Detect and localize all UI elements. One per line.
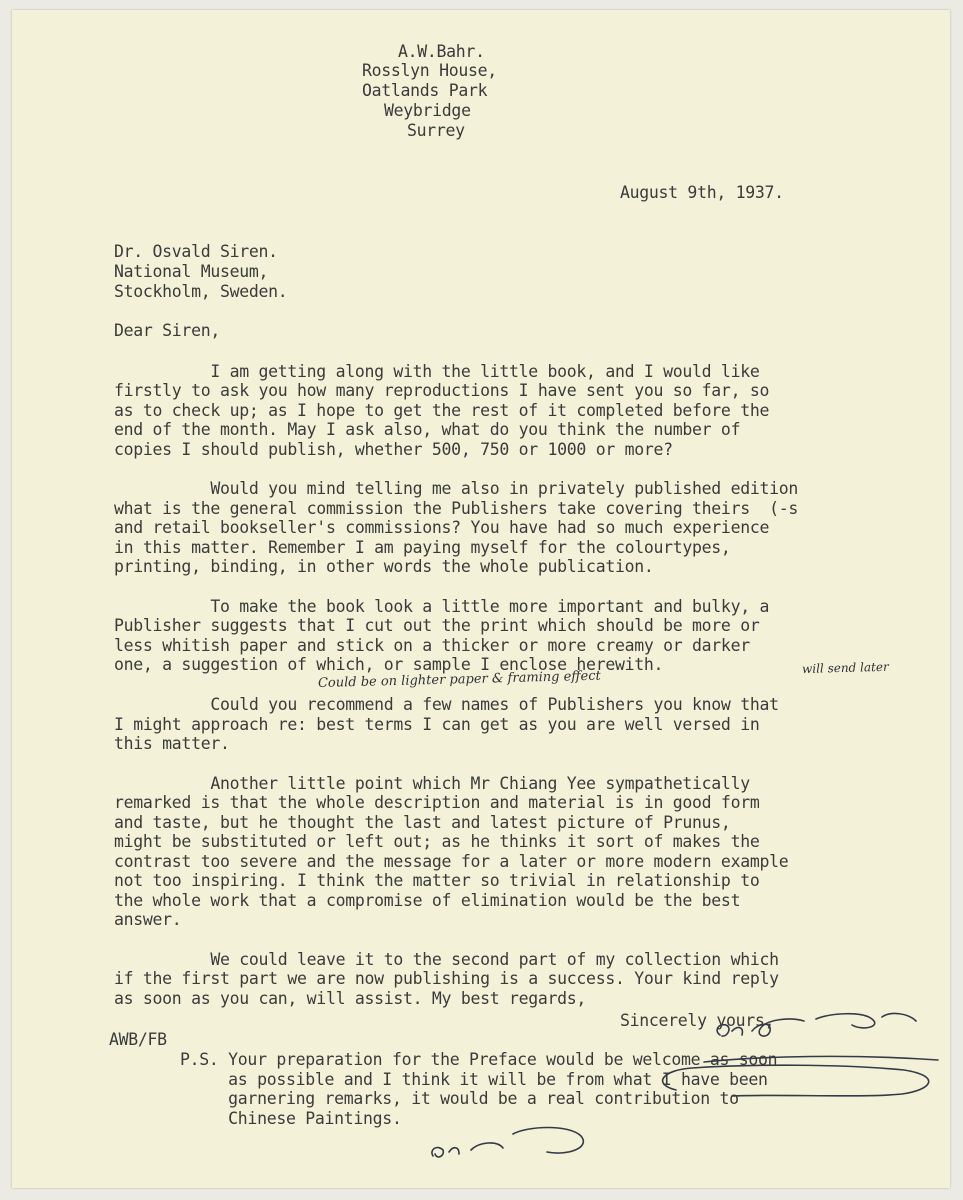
- body-line: less whitish paper and stick on a thicker or more creamy or darker: [114, 636, 750, 655]
- body-line: To make the book look a little more important and bulky, a: [114, 597, 770, 616]
- body-line: Publisher suggests that I cut out the print which should be more or: [114, 616, 760, 635]
- letterhead-line: Surrey: [407, 121, 465, 140]
- body-line: not too inspiring. I think the matter so trivial in relationship to: [114, 871, 760, 890]
- body-line: I am getting along with the little book, and I would like: [114, 362, 760, 381]
- body-line: We could leave it to the second part of my collection which: [114, 950, 779, 969]
- typist-initials: AWB/FB: [109, 1030, 167, 1049]
- body-line: and taste, but he thought the last and latest picture of Prunus,: [114, 813, 731, 832]
- body-line: printing, binding, in other words the whole publication.: [114, 557, 654, 576]
- handwritten-margin-note: Could be on lighter paper & framing effect: [317, 668, 601, 691]
- letterhead-line: Rosslyn House,: [362, 61, 497, 80]
- body-line: Another little point which Mr Chiang Yee sympathetically: [114, 774, 750, 793]
- recipient-line: National Museum,: [114, 262, 269, 281]
- body-line: might be substituted or left out; as he thinks it sort of makes the: [114, 832, 760, 851]
- handwritten-strike: [702, 1050, 942, 1070]
- handwritten-side-note: will send later: [801, 659, 889, 676]
- body-line: in this matter. Remember I am paying myself for the colourtypes,: [114, 538, 731, 557]
- body-line: remarked is that the whole description and material is in good form: [114, 793, 760, 812]
- body-line: as to check up; as I hope to get the rest of it completed before the: [114, 401, 770, 420]
- postscript-line: P.S. Your preparation for the Preface would be welcome as soon: [180, 1050, 778, 1069]
- salutation: Dear Siren,: [114, 321, 220, 340]
- body-line: end of the month. May I ask also, what do you think the number of: [114, 420, 741, 439]
- postscript-line: Chinese Paintings.: [180, 1109, 402, 1128]
- body-line: the whole work that a compromise of elimination would be the best: [114, 891, 741, 910]
- postscript-line: garnering remarks, it would be a real contribution to: [180, 1089, 739, 1108]
- body-line: contrast too severe and the message for a later or more modern example: [114, 852, 789, 871]
- body-line: firstly to ask you how many reproductions I have sent you so far, so: [114, 381, 770, 400]
- body-line: if the first part we are now publishing is a success. Your kind reply: [114, 969, 779, 988]
- body-line: and retail bookseller's commissions? You have had so much experience: [114, 518, 770, 537]
- closing: Sincerely yours,: [620, 1011, 775, 1030]
- body-line: answer.: [114, 910, 182, 929]
- letterhead-line: Weybridge: [384, 101, 471, 120]
- letter-page: [12, 10, 950, 1188]
- body-line: copies I should publish, whether 500, 750 or 1000 or more?: [114, 440, 673, 459]
- body-line: as soon as you can, will assist. My best regards,: [114, 989, 587, 1008]
- body-line: I might approach re: best terms I can get as you are well versed in: [114, 715, 760, 734]
- letterhead-line: Oatlands Park: [362, 81, 488, 100]
- body-line: Would you mind telling me also in privately published edition: [114, 479, 799, 498]
- letterhead-name: A.W.Bahr.: [398, 42, 485, 61]
- body-line: one, a suggestion of which, or sample I enclose herewith.: [114, 655, 664, 674]
- recipient-line: Dr. Osvald Siren.: [114, 242, 278, 261]
- postscript-line: as possible and I think it will be from what I have been: [180, 1070, 768, 1089]
- handwritten-initials: [427, 1122, 597, 1167]
- recipient-line: Stockholm, Sweden.: [114, 282, 288, 301]
- body-line: what is the general commission the Publishers take covering theirs (-s: [114, 499, 799, 518]
- body-line: this matter.: [114, 734, 230, 753]
- letter-date: August 9th, 1937.: [620, 183, 784, 202]
- signature-scribble: [712, 1005, 922, 1045]
- body-line: Could you recommend a few names of Publishers you know that: [114, 695, 779, 714]
